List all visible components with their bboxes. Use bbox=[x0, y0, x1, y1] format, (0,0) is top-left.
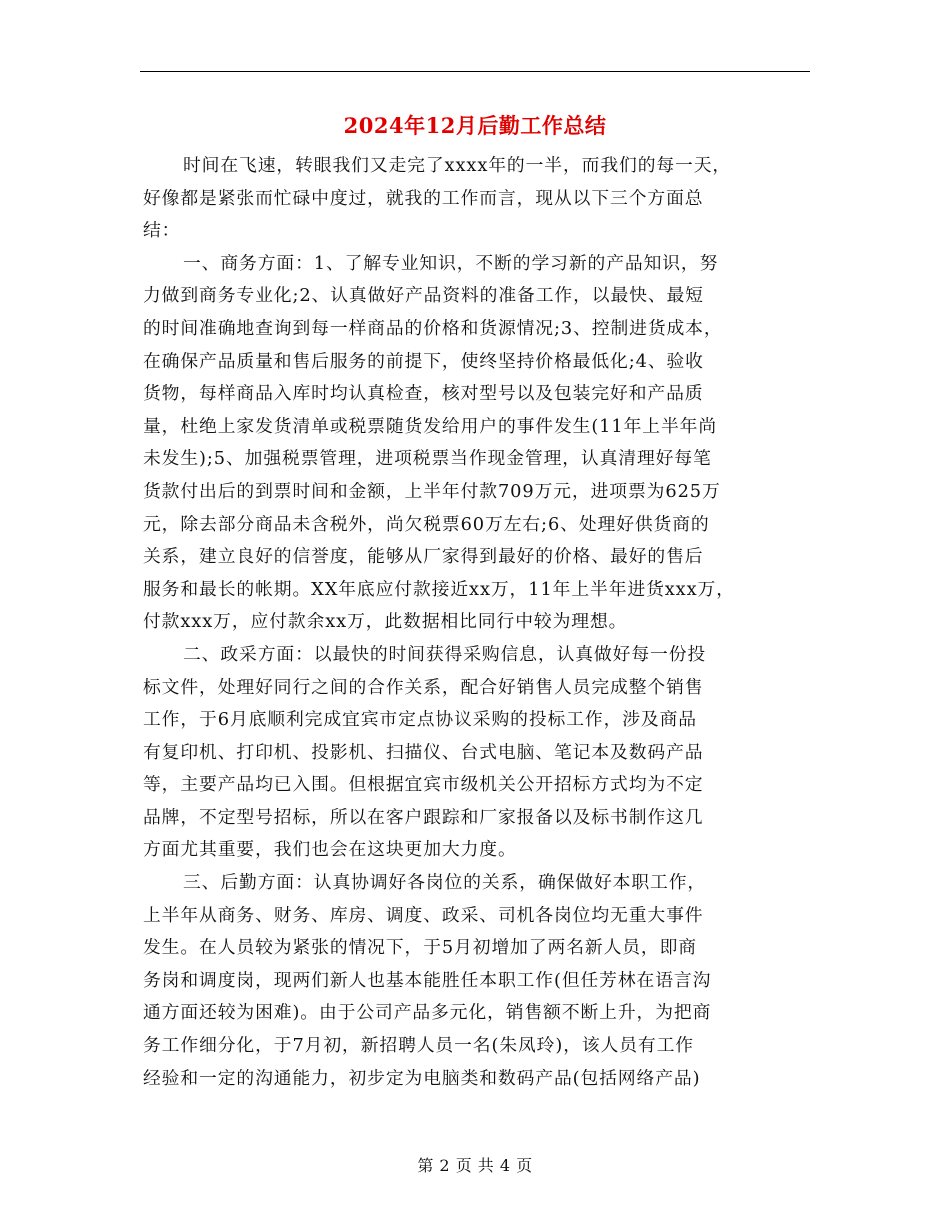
paragraph-line: 元，除去部分商品未含税外，尚欠税票60万左右;6、处理好供货商的 bbox=[143, 513, 710, 535]
paragraph-line: 品牌，不定型号招标，所以在客户跟踪和厂家报备以及标书制作这几 bbox=[143, 806, 704, 828]
paragraph-line: 发生。在人员较为紧张的情况下，于5月初增加了两名新人员，即商 bbox=[143, 937, 697, 959]
paragraph-line: 等，主要产品均已入围。但根据宜宾市级机关公开招标方式均为不定 bbox=[143, 774, 704, 796]
paragraph-line: 三、后勤方面：认真协调好各岗位的关系，确保做好本职工作， bbox=[183, 872, 707, 894]
paragraph-line: 在确保产品质量和售后服务的前提下，使终坚持价格最低化;4、验收 bbox=[143, 350, 704, 372]
header-rule bbox=[140, 71, 810, 72]
page-number-footer: 第 2 页 共 4 页 bbox=[417, 1156, 533, 1175]
paragraph-line: 标文件，处理好同行之间的合作关系，配合好销售人员完成整个销售 bbox=[143, 676, 704, 698]
paragraph-line: 货物，每样商品入库时均认真检查，核对型号以及包装完好和产品质 bbox=[143, 383, 704, 405]
paragraph-line: 通方面还较为困难)。由于公司产品多元化，销售额不断上升，为把商 bbox=[143, 1002, 712, 1024]
document-title: 2024年12月后勤工作总结 bbox=[343, 113, 607, 138]
paragraph-line: 经验和一定的沟通能力，初步定为电脑类和数码产品(包括网络产品) bbox=[143, 1067, 701, 1089]
paragraph-line: 时间在飞速，转眼我们又走完了xxxx年的一半，而我们的每一天， bbox=[183, 155, 732, 176]
paragraph-line: 结： bbox=[143, 220, 181, 242]
paragraph-line: 服务和最长的帐期。XX年底应付款接近xx万，11年上半年进货xxx万， bbox=[143, 578, 735, 600]
paragraph-line: 量，杜绝上家发货清单或税票随货发给用户的事件发生(11年上半年尚 bbox=[143, 415, 718, 437]
paragraph-line: 二、政采方面：以最快的时间获得采购信息，认真做好每一份投 bbox=[183, 643, 707, 665]
paragraph-line: 上半年从商务、财务、库房、调度、政采、司机各岗位均无重大事件 bbox=[143, 904, 704, 926]
paragraph-line: 工作，于6月底顺利完成宜宾市定点协议采购的投标工作，涉及商品 bbox=[143, 709, 697, 731]
paragraph-line: 有复印机、打印机、投影机、扫描仪、台式电脑、笔记本及数码产品 bbox=[143, 741, 704, 763]
paragraph-line: 力做到商务专业化;2、认真做好产品资料的准备工作，以最快、最短 bbox=[143, 285, 704, 307]
paragraph-line: 付款xxx万，应付款余xx万，此数据相比同行中较为理想。 bbox=[143, 611, 628, 633]
paragraph-line: 的时间准确地查询到每一样商品的价格和货源情况;3、控制进货成本， bbox=[143, 317, 723, 339]
paragraph-line: 货款付出后的到票时间和金额，上半年付款709万元，进项票为625万 bbox=[143, 480, 721, 502]
paragraph-line: 未发生);5、加强税票管理，进项税票当作现金管理，认真清理好每笔 bbox=[143, 448, 712, 470]
paragraph-line: 务岗和调度岗，现两们新人也基本能胜任本职工作(但任芳林在语言沟 bbox=[143, 969, 712, 991]
paragraph-line: 关系，建立良好的信誉度，能够从厂家得到最好的价格、最好的售后 bbox=[143, 546, 704, 568]
paragraph-line: 好像都是紧张而忙碌中度过，就我的工作而言，现从以下三个方面总 bbox=[143, 187, 704, 209]
paragraph-line: 方面尤其重要，我们也会在这块更加大力度。 bbox=[143, 839, 517, 861]
paragraph-line: 务工作细分化，于7月初，新招聘人员一名(朱凤玲)，该人员有工作 bbox=[143, 1035, 694, 1057]
document-body bbox=[143, 150, 823, 1095]
paragraph-line: 一、商务方面：1、了解专业知识，不断的学习新的产品知识，努 bbox=[183, 252, 719, 274]
